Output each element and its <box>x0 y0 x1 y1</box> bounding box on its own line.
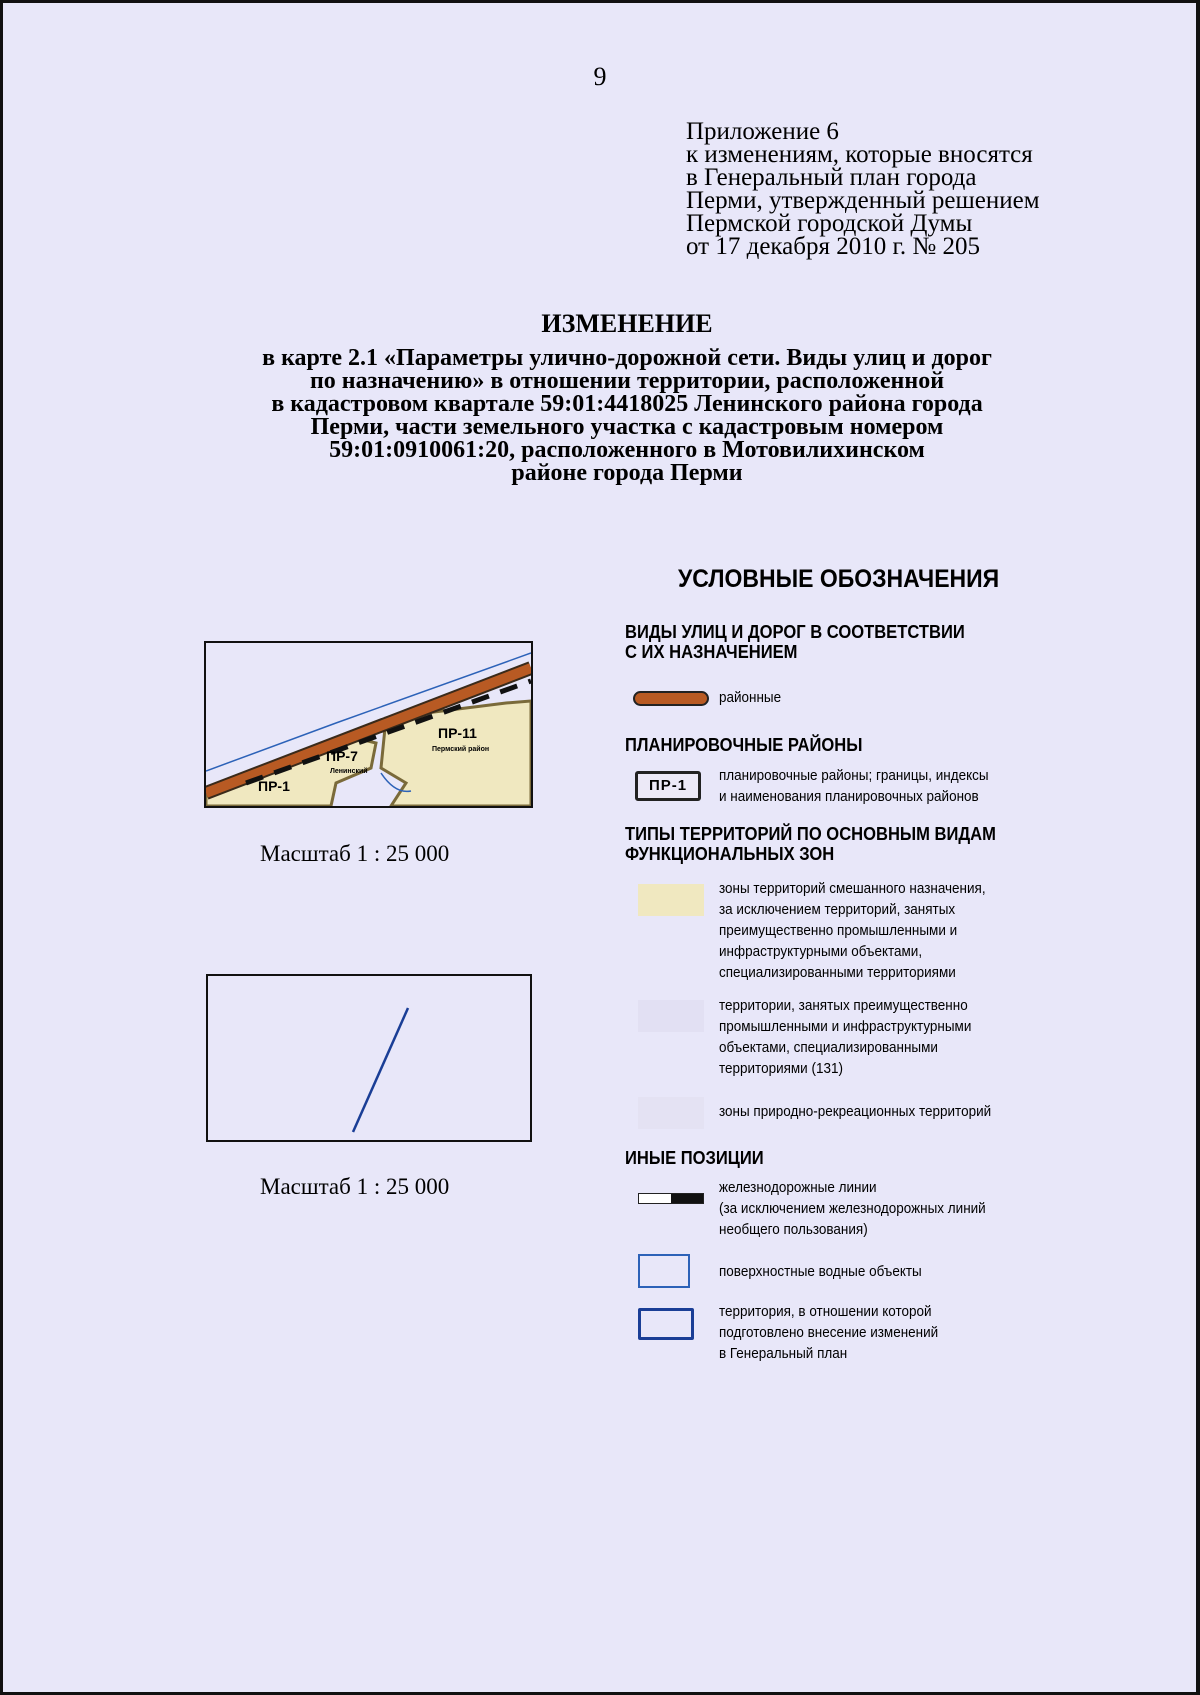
legend-text-line: за исключением территорий, занятых <box>719 902 956 918</box>
legend-recreation-zone-text: зоны природно-рекреационных территорий <box>719 1104 992 1120</box>
subtitle-line: районе города Перми <box>511 460 743 486</box>
legend-planning-districts-text <box>719 766 989 808</box>
subtitle-line: по назначению» в отношении территории, расположенной <box>309 368 945 394</box>
legend-text-line: преимущественно промышленными и <box>719 923 958 939</box>
legend-heading-other: ИНЫЕ ПОЗИЦИИ <box>625 1148 764 1168</box>
legend-text-line: специализированными территориями <box>719 965 956 981</box>
legend-heading-line: С ИХ НАЗНАЧЕНИЕМ <box>625 642 798 662</box>
annex-block <box>686 120 1040 258</box>
map-fragment-changed-drawing <box>208 976 530 1140</box>
map-fragment-current <box>204 641 533 808</box>
annex-line: в Генеральный план города <box>686 164 977 191</box>
district-road-swatch <box>633 691 709 706</box>
legend-railway-text <box>719 1178 986 1241</box>
legend-heading-planning-districts: ПЛАНИРОВОЧНЫЕ РАЙОНЫ <box>625 735 863 755</box>
legend-change-area-text <box>719 1302 938 1365</box>
annex-line: Перми, утвержденный решением <box>686 187 1040 214</box>
legend-industrial-zone-text <box>719 996 971 1080</box>
legend-text-line: и наименования планировочных районов <box>719 789 979 805</box>
map-fragment-current-drawing <box>206 643 531 806</box>
legend-text-line: планировочные районы; границы, индексы <box>719 768 989 784</box>
change-area-line <box>353 1008 408 1132</box>
legend-heading-road-types <box>625 622 965 662</box>
district-1-label: ПР-1 <box>258 778 290 794</box>
legend-district-roads: районные <box>719 690 782 706</box>
legend-text-line: территориями (131) <box>719 1061 843 1077</box>
recreation-zone-swatch <box>638 1097 704 1129</box>
legend-text-line: территории, занятых преимущественно <box>719 998 968 1014</box>
legend-text-line: инфраструктурными объектами, <box>719 944 923 960</box>
mixed-zone-swatch <box>638 884 704 916</box>
railway-swatch <box>638 1193 704 1204</box>
legend-text-line: подготовлено внесение изменений <box>719 1325 939 1341</box>
legend-title: УСЛОВНЫЕ ОБОЗНАЧЕНИЯ <box>678 565 1000 593</box>
district-11-name: Пермский район <box>432 746 490 753</box>
map-scale: Масштаб 1 : 25 000 <box>260 841 450 866</box>
legend-text-line: железнодорожные линии <box>719 1180 877 1196</box>
legend-text-line: в Генеральный план <box>719 1346 848 1362</box>
subtitle-line: Перми, части земельного участка с кадастровым номером <box>310 414 944 440</box>
legend-text-line: объектами, специализированными <box>719 1040 938 1056</box>
legend-mixed-zone-text <box>719 879 986 984</box>
map-fragment-changed <box>206 974 532 1142</box>
legend-text-line: промышленными и инфраструктурными <box>719 1019 972 1035</box>
annex-line: Приложение 6 <box>686 118 839 145</box>
legend-heading-territory-types <box>625 824 996 864</box>
document-title: ИЗМЕНЕНИЕ <box>541 309 713 338</box>
legend-text-line: зоны территорий смешанного назначения, <box>719 881 986 897</box>
annex-line: Пермской городской Думы <box>686 210 973 237</box>
district-7-name: Ленинский <box>330 768 368 775</box>
legend-heading-line: ТИПЫ ТЕРРИТОРИЙ ПО ОСНОВНЫМ ВИДАМ <box>625 824 996 844</box>
legend-text-line: территория, в отношении которой <box>719 1304 932 1320</box>
change-area-swatch <box>638 1308 694 1340</box>
legend-text-line: (за исключением железнодорожных линий <box>719 1201 986 1217</box>
district-11-label: ПР-11 <box>438 725 477 741</box>
subtitle-line: в карте 2.1 «Параметры улично-дорожной сети. Виды улиц и дорог <box>262 345 992 371</box>
legend-heading-line: ВИДЫ УЛИЦ И ДОРОГ В СООТВЕТСТВИИ <box>625 622 965 642</box>
legend-text-line: необщего пользования) <box>719 1222 868 1238</box>
legend-heading-line: ФУНКЦИОНАЛЬНЫХ ЗОН <box>625 844 835 864</box>
annex-line: от 17 декабря 2010 г. № 205 <box>686 233 981 260</box>
water-object-swatch <box>638 1254 690 1288</box>
legend-water-text: поверхностные водные объекты <box>719 1264 922 1280</box>
district-7-label: ПР-7 <box>326 748 358 764</box>
planning-district-swatch: ПР-1 <box>635 771 701 801</box>
annex-line: к изменениям, которые вносятся <box>686 141 1033 168</box>
page-number: 9 <box>593 62 607 91</box>
subtitle-line: в кадастровом квартале 59:01:4418025 Ленинского района города <box>271 391 983 417</box>
map-scale: Масштаб 1 : 25 000 <box>260 1174 450 1199</box>
industrial-zone-swatch <box>638 1000 704 1032</box>
document-subtitle <box>0 347 1200 485</box>
subtitle-line: 59:01:0910061:20, расположенного в Мотовилихинском <box>329 437 925 463</box>
